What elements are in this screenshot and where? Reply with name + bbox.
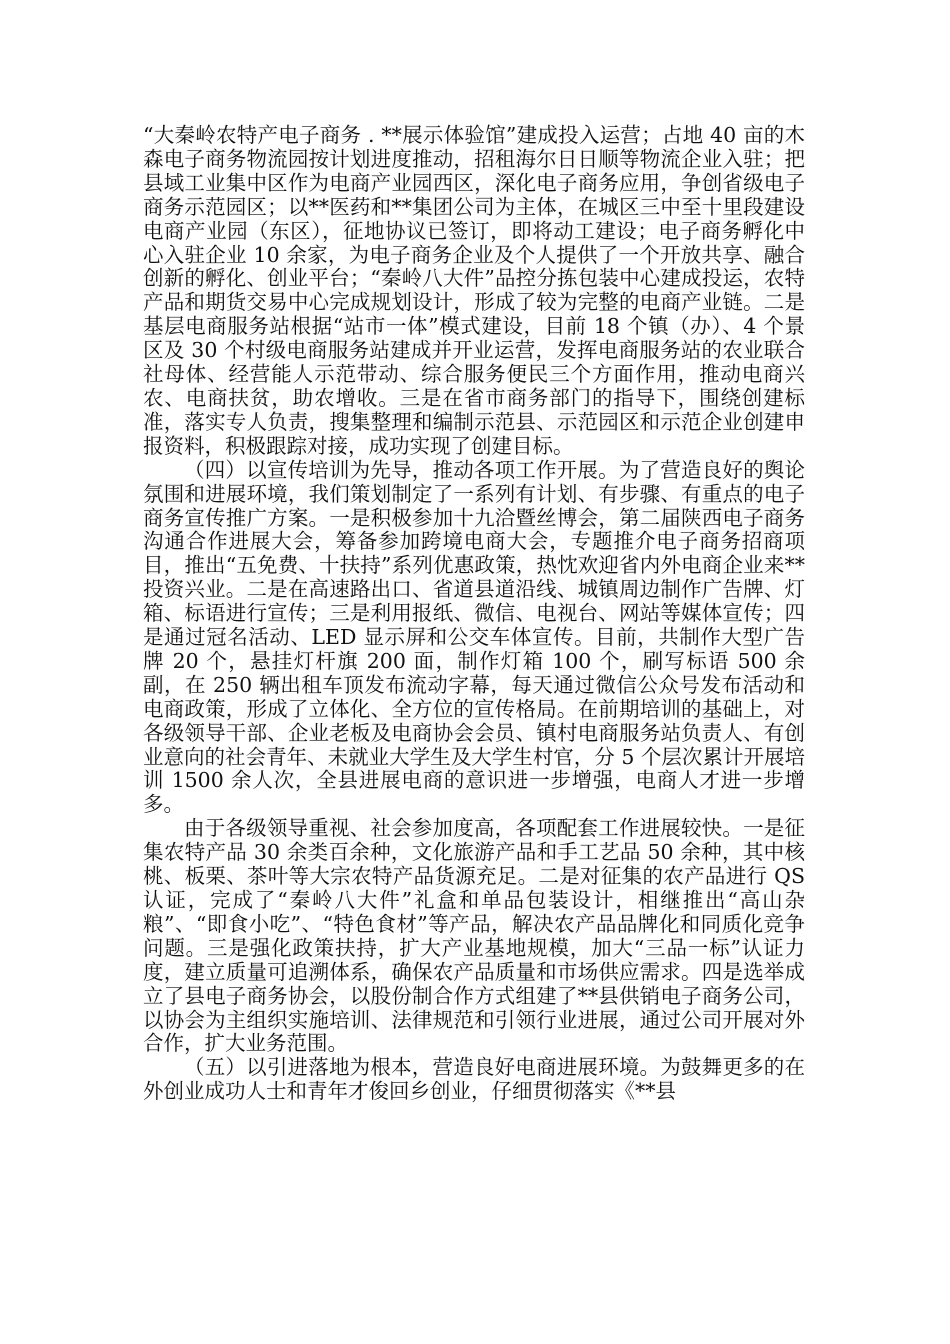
document-body — [143, 124, 805, 1104]
paragraph-4: （五）以引进落地为根本，营造良好电商进展环境。为鼓舞更多的在外创业成功人士和青年才俊回乡创业，仔细贯彻落实《**县 — [143, 1055, 805, 1104]
paragraph-1: “大秦岭农特产电子商务 . **展示体验馆”建成投入运营；占地 40 亩的木森电子商务物流园按计划进度推动，招租海尔日日顺等物流企业入驻；把县域工业集中区作为电商产业园西区，深化电子商务应用，争创省级电子商务示范园区；以**医药和**集团公司为主体，在城区三中至十里段建设电商产业园（东区），征地协议已签订，即将动工建设；电子商务孵化中心入驻企业 10 余家，为电子商务企业及个人提供了一个开放共享、融合创新的孵化、创业平台；“秦岭八大件”品控分拣包装中心建成投运，农特产品和期货交易中心完成规划设计，形成了较为完整的电商产业链。二是基层电商服务站根据“站市一体”模式建设，目前 18 个镇（办）、4 个景区及 30 个村级电商服务站建成并开业运营，发挥电商服务站的农业联合社母体、经营能人示范带动、综合服务便民三个方面作用，推动电商兴农、电商扶贫，助农增收。三是在省市商务部门的指导下，围绕创建标准，落实专人负责，搜集整理和编制示范县、示范园区和示范企业创建申报资料，积极跟踪对接，成功实现了创建目标。 — [143, 123, 805, 458]
paragraph-3: 由于各级领导重视、社会参加度高，各项配套工作进展较快。一是征集农特产品 30 余类百余种，文化旅游产品和手工艺品 50 余种，其中核桃、板栗、茶叶等大宗农特产品货源充足。二是对征集的农产品进行 QS 认证，完成了“秦岭八大件”礼盒和单品包装设计，相继推出“高山杂粮”、“即食小吃”、“特色食材”等产品，解决农产品品牌化和同质化竞争问题。三是强化政策扶持，扩大产业基地规模，加大“三品一标”认证力度，建立质量可追溯体系，确保农产品质量和市场供应需求。四是选举成立了县电子商务协会，以股份制合作方式组建了**县供销电子商务公司，以协会为主组织实施培训、法律规范和引领行业进展，通过公司开展对外合作，扩大业务范围。 — [143, 816, 805, 1056]
paragraph-2: （四）以宣传培训为先导，推动各项工作开展。为了营造良好的舆论氛围和进展环境，我们策划制定了一系列有计划、有步骤、有重点的电子商务宣传推广方案。一是积极参加十九洽暨丝博会，第二届陕西电子商务沟通合作进展大会，筹备参加跨境电商大会，专题推介电子商务招商项目，推出“五免费、十扶持”系列优惠政策，热忱欢迎省内外电商企业来**投资兴业。二是在高速路出口、省道县道沿线、城镇周边制作广告牌、灯箱、标语进行宣传；三是利用报纸、微信、电视台、网站等媒体宣传；四是通过冠名活动、LED 显示屏和公交车体宣传。目前，共制作大型广告牌 20 个，悬挂灯杆旗 200 面，制作灯箱 100 个，刷写标语 500 余副，在 250 辆出租车顶发布流动字幕，每天通过微信公众号发布活动和电商政策，形成了立体化、全方位的宣传格局。在前期培训的基础上，对各级领导干部、企业老板及电商协会会员、镇村电商服务站负责人、有创业意向的社会青年、未就业大学生及大学生村官，分 5 个层次累计开展培训 1500 余人次，全县进展电商的意识进一步增强，电商人才进一步增多。 — [143, 457, 805, 817]
